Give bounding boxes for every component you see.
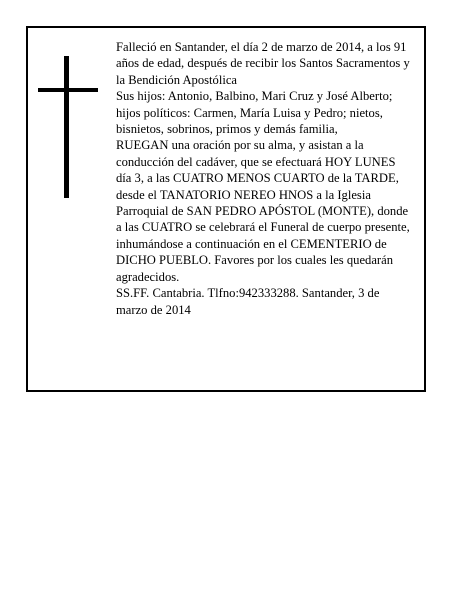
cross-icon <box>38 56 98 198</box>
funeral-details-paragraph: RUEGAN una oración por su alma, y asistan a la conducción del cadáver, que se efectuará HOY LUNES día 3, a las CUATRO MENOS CUARTO de la TARDE, desde el TANATORIO NEREO HNOS a la Iglesia Parroquial de SAN PEDRO APÓSTOL (MONTE), donde a las CUATRO se celebrará el Funeral de cuerpo presente, inhumándose a continuación en el CEMENTERIO de DICHO PUEBLO. Favores por los cuales les quedarán agradecidos. <box>116 138 410 284</box>
family-paragraph: Sus hijos: Antonio, Balbino, Mari Cruz y José Alberto; hijos políticos: Carmen, María Luisa y Pedro; nietos, bisnietos, sobrinos, primos y demás familia, <box>116 89 393 137</box>
funeral-home-contact-paragraph: SS.FF. Cantabria. Tlfno:942333288. Santander, 3 de marzo de 2014 <box>116 286 380 317</box>
obituary-text <box>116 39 412 318</box>
obituary-notice-box <box>26 26 426 392</box>
cross-horizontal-bar <box>38 88 98 92</box>
cross-vertical-bar <box>64 56 69 198</box>
death-announcement-paragraph: Falleció en Santander, el día 2 de marzo de 2014, a los 91 años de edad, después de recibir los Santos Sacramentos y la Bendición Apostólica <box>116 40 410 87</box>
